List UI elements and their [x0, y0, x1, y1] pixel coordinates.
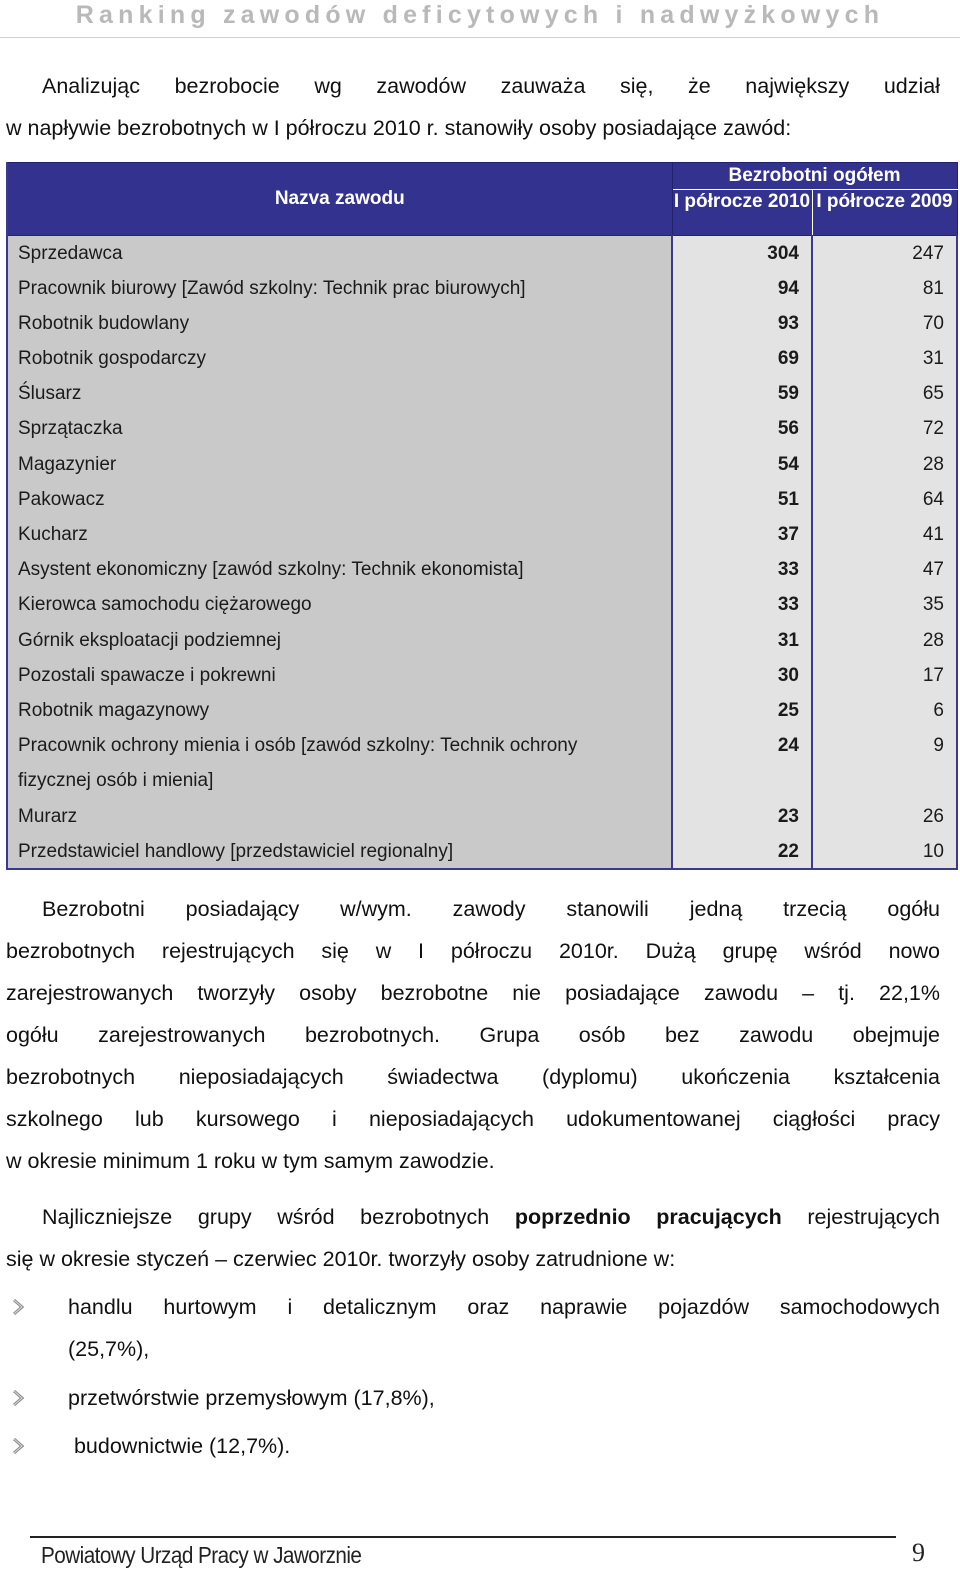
occupation-name: Magazynier: [7, 447, 672, 482]
value-2010: 56: [672, 411, 812, 446]
groups-lead-text: rejestrujących: [781, 1205, 940, 1229]
occupation-name: Ślusarz: [7, 376, 672, 411]
column-header-2009: I półrocze 2009: [812, 190, 957, 236]
value-2009: 64: [812, 482, 957, 517]
list-item-line: handlu hurtowym i detalicznym oraz naprawie pojazdów samochodowych: [68, 1295, 940, 1319]
value-2009: 28: [812, 623, 957, 658]
occupation-name: [7, 728, 672, 798]
table-row: [7, 482, 957, 517]
value-2009: 17: [812, 658, 957, 693]
intro-line: Analizując bezrobocie wg zawodów zauważa się, że największy udział: [42, 74, 940, 98]
groups-lead-text: Najliczniejsze grupy wśród bezrobotnych: [42, 1205, 515, 1229]
table-row: [7, 799, 957, 834]
summary-line: bezrobotnych rejestrujących się w I półroczu 2010r. Dużą grupę wśród nowo: [6, 939, 940, 963]
table-row: [7, 517, 957, 552]
occupation-name: Pracownik biurowy [Zawód szkolny: Technik prac biurowych]: [7, 271, 672, 306]
chevron-right-icon: [10, 1298, 26, 1316]
value-2009: 28: [812, 447, 957, 482]
value-2010: 24: [672, 728, 812, 798]
occupation-name: Murarz: [7, 799, 672, 834]
occupation-name: Kierowca samochodu ciężarowego: [7, 587, 672, 622]
value-2009: 41: [812, 517, 957, 552]
list-item-line: (25,7%),: [68, 1337, 150, 1361]
occupation-name-line: Pracownik ochrony mienia i osób [zawód szkolny: Technik ochrony: [18, 735, 578, 757]
occupation-name: Przedstawiciel handlowy [przedstawiciel regionalny]: [7, 834, 672, 869]
table-row: [7, 552, 957, 587]
value-2009: 81: [812, 271, 957, 306]
table-row: [7, 376, 957, 411]
table-row: [7, 236, 957, 271]
value-2010: 94: [672, 271, 812, 306]
intro-paragraph: [6, 65, 940, 149]
column-header-group: Bezrobotni ogółem: [672, 163, 957, 190]
value-2010: 22: [672, 834, 812, 869]
occupation-name: Pakowacz: [7, 482, 672, 517]
occupation-name: Górnik eksploatacji podziemnej: [7, 623, 672, 658]
list-item: [6, 1286, 940, 1370]
value-2010: 69: [672, 341, 812, 376]
occupation-name: Pozostali spawacze i pokrewni: [7, 658, 672, 693]
summary-line: szkolnego lub kursowego i nieposiadających udokumentowanej ciągłości pracy: [6, 1107, 940, 1131]
groups-lead-bold: poprzednio pracujących: [514, 1205, 782, 1229]
occupation-name: Asystent ekonomiczny [zawód szkolny: Technik ekonomista]: [7, 552, 672, 587]
chevron-right-icon: [10, 1437, 26, 1455]
running-header: Ranking zawodów deficytowych i nadwyżkowych: [0, 0, 960, 38]
value-2009: 9: [812, 728, 957, 798]
value-2010: 51: [672, 482, 812, 517]
value-2009: 247: [812, 236, 957, 271]
table-row: [7, 693, 957, 728]
value-2009: 70: [812, 306, 957, 341]
list-item-line: budownictwie (12,7%).: [68, 1434, 291, 1458]
summary-line: Bezrobotni posiadający w/wym. zawody stanowili jedną trzecią ogółu: [42, 897, 940, 921]
value-2009: 31: [812, 341, 957, 376]
value-2010: 23: [672, 799, 812, 834]
value-2010: 31: [672, 623, 812, 658]
groups-list: [0, 1286, 940, 1467]
list-item: [6, 1377, 940, 1419]
summary-line: w okresie minimum 1 roku w tym samym zawodzie.: [6, 1149, 495, 1173]
occupation-name: Robotnik magazynowy: [7, 693, 672, 728]
occupation-name: Sprzedawca: [7, 236, 672, 271]
table-row: [7, 411, 957, 446]
value-2010: 30: [672, 658, 812, 693]
table-row: [7, 341, 957, 376]
value-2010: 37: [672, 517, 812, 552]
value-2009: 72: [812, 411, 957, 446]
column-header-2010: I półrocze 2010: [672, 190, 812, 236]
value-2010: 33: [672, 587, 812, 622]
footer-text: Powiatowy Urząd Pracy w Jaworznie: [41, 1542, 362, 1568]
summary-paragraph: [6, 888, 940, 1182]
value-2009: 10: [812, 834, 957, 869]
table-row: [7, 587, 957, 622]
value-2009: 35: [812, 587, 957, 622]
summary-line: bezrobotnych nieposiadających świadectwa (dyplomu) ukończenia kształcenia: [6, 1065, 940, 1089]
column-header-name: Nazva zawodu: [7, 163, 672, 236]
occupation-name: Robotnik gospodarczy: [7, 341, 672, 376]
list-item: [6, 1425, 940, 1467]
value-2010: 33: [672, 552, 812, 587]
table-row: [7, 658, 957, 693]
occupation-name: Sprzątaczka: [7, 411, 672, 446]
occupation-name-line: fizycznej osób i mienia]: [18, 770, 214, 792]
value-2010: 25: [672, 693, 812, 728]
value-2010: 54: [672, 447, 812, 482]
occupation-name: Kucharz: [7, 517, 672, 552]
table-row: [7, 306, 957, 341]
occupations-table: [6, 162, 958, 870]
chevron-right-icon: [10, 1389, 26, 1407]
groups-line: się w okresie styczeń – czerwiec 2010r. tworzyły osoby zatrudnione w:: [6, 1247, 676, 1271]
table-row: [7, 447, 957, 482]
value-2009: 6: [812, 693, 957, 728]
groups-lead-line: [6, 1196, 940, 1238]
value-2010: 59: [672, 376, 812, 411]
value-2009: 26: [812, 799, 957, 834]
occupation-name: Robotnik budowlany: [7, 306, 672, 341]
value-2009: 65: [812, 376, 957, 411]
intro-line: w napływie bezrobotnych w I półroczu 2010 r. stanowiły osoby posiadające zawód:: [6, 116, 792, 140]
value-2010: 304: [672, 236, 812, 271]
summary-line: ogółu zarejestrowanych bezrobotnych. Grupa osób bez zawodu obejmuje: [6, 1023, 940, 1047]
summary-line: zarejestrowanych tworzyły osoby bezrobotne nie posiadające zawodu – tj. 22,1%: [6, 981, 940, 1005]
groups-paragraph: [6, 1196, 940, 1280]
page-number: 9: [912, 1538, 925, 1567]
value-2009: 47: [812, 552, 957, 587]
value-2010: 93: [672, 306, 812, 341]
table-row: [7, 834, 957, 869]
table-row: [7, 728, 957, 798]
table-row: [7, 623, 957, 658]
table-row: [7, 271, 957, 306]
footer-divider: [30, 1536, 896, 1538]
list-item-line: przetwórstwie przemysłowym (17,8%),: [68, 1386, 435, 1410]
